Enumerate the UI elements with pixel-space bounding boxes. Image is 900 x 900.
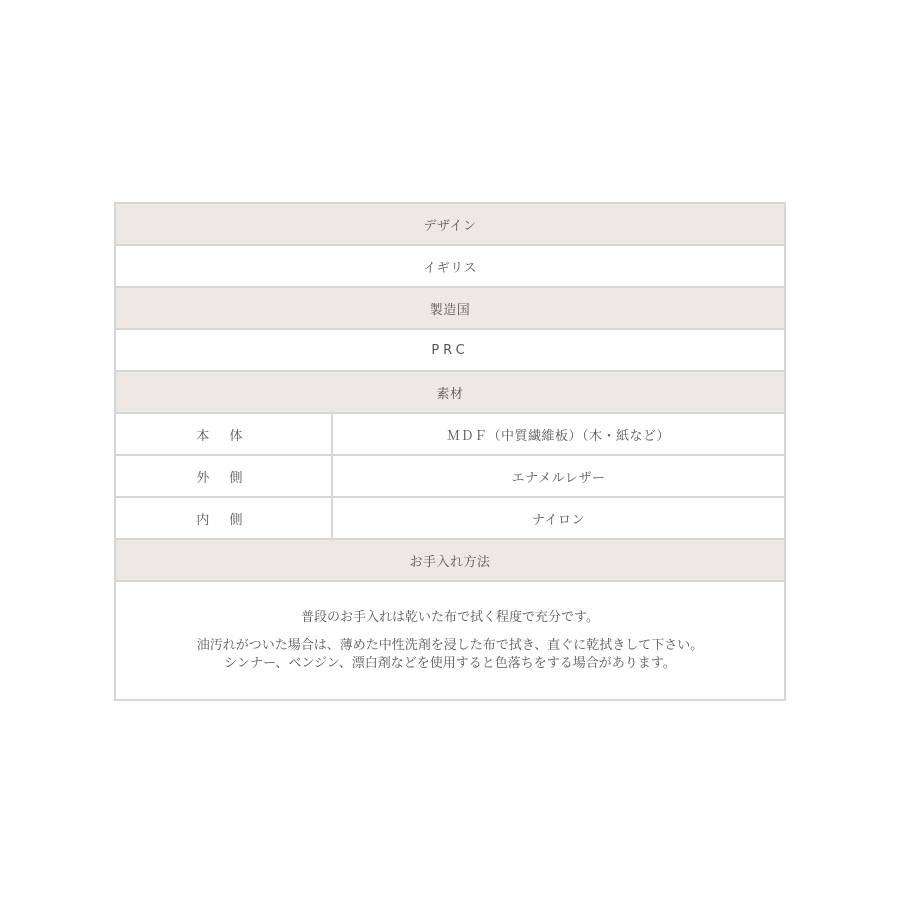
material-label-body: 本 体 [116, 414, 333, 454]
care-line-2: 油汚れがついた場合は、薄めた中性洗剤を浸した布で拭き、直ぐに乾拭きして下さい。 [196, 637, 704, 653]
care-header-label: お手入れ方法 [409, 554, 491, 570]
origin-value-row [116, 330, 784, 372]
care-line-3: シンナー、ベンジン、漂白剤などを使用すると色落ちをする場合があります。 [224, 655, 676, 671]
material-header-label: 素材 [436, 386, 464, 402]
material-row-outer [116, 456, 784, 498]
material-label-outer: 外 側 [116, 456, 333, 496]
design-value: イギリス [423, 260, 477, 276]
material-value-inner: ナイロン [531, 512, 586, 528]
material-header [116, 372, 784, 414]
care-line-1: 普段のお手入れは乾いた布で拭く程度で充分です。 [301, 609, 599, 625]
design-header-label: デザイン [423, 218, 477, 234]
material-row-body [116, 414, 784, 456]
origin-header-label: 製造国 [429, 302, 471, 318]
material-row-inner [116, 498, 784, 540]
care-header [116, 540, 784, 582]
material-value-body: ＭＤＦ（中質繊維板）（木・紙など） [446, 428, 670, 444]
care-instructions [116, 582, 784, 699]
origin-header [116, 288, 784, 330]
origin-value: PRC [431, 342, 469, 358]
product-spec-table [114, 202, 786, 701]
material-label-inner: 内 側 [116, 498, 333, 538]
design-header [116, 204, 784, 246]
design-value-row [116, 246, 784, 288]
material-value-outer: エナメルレザー [511, 470, 606, 486]
